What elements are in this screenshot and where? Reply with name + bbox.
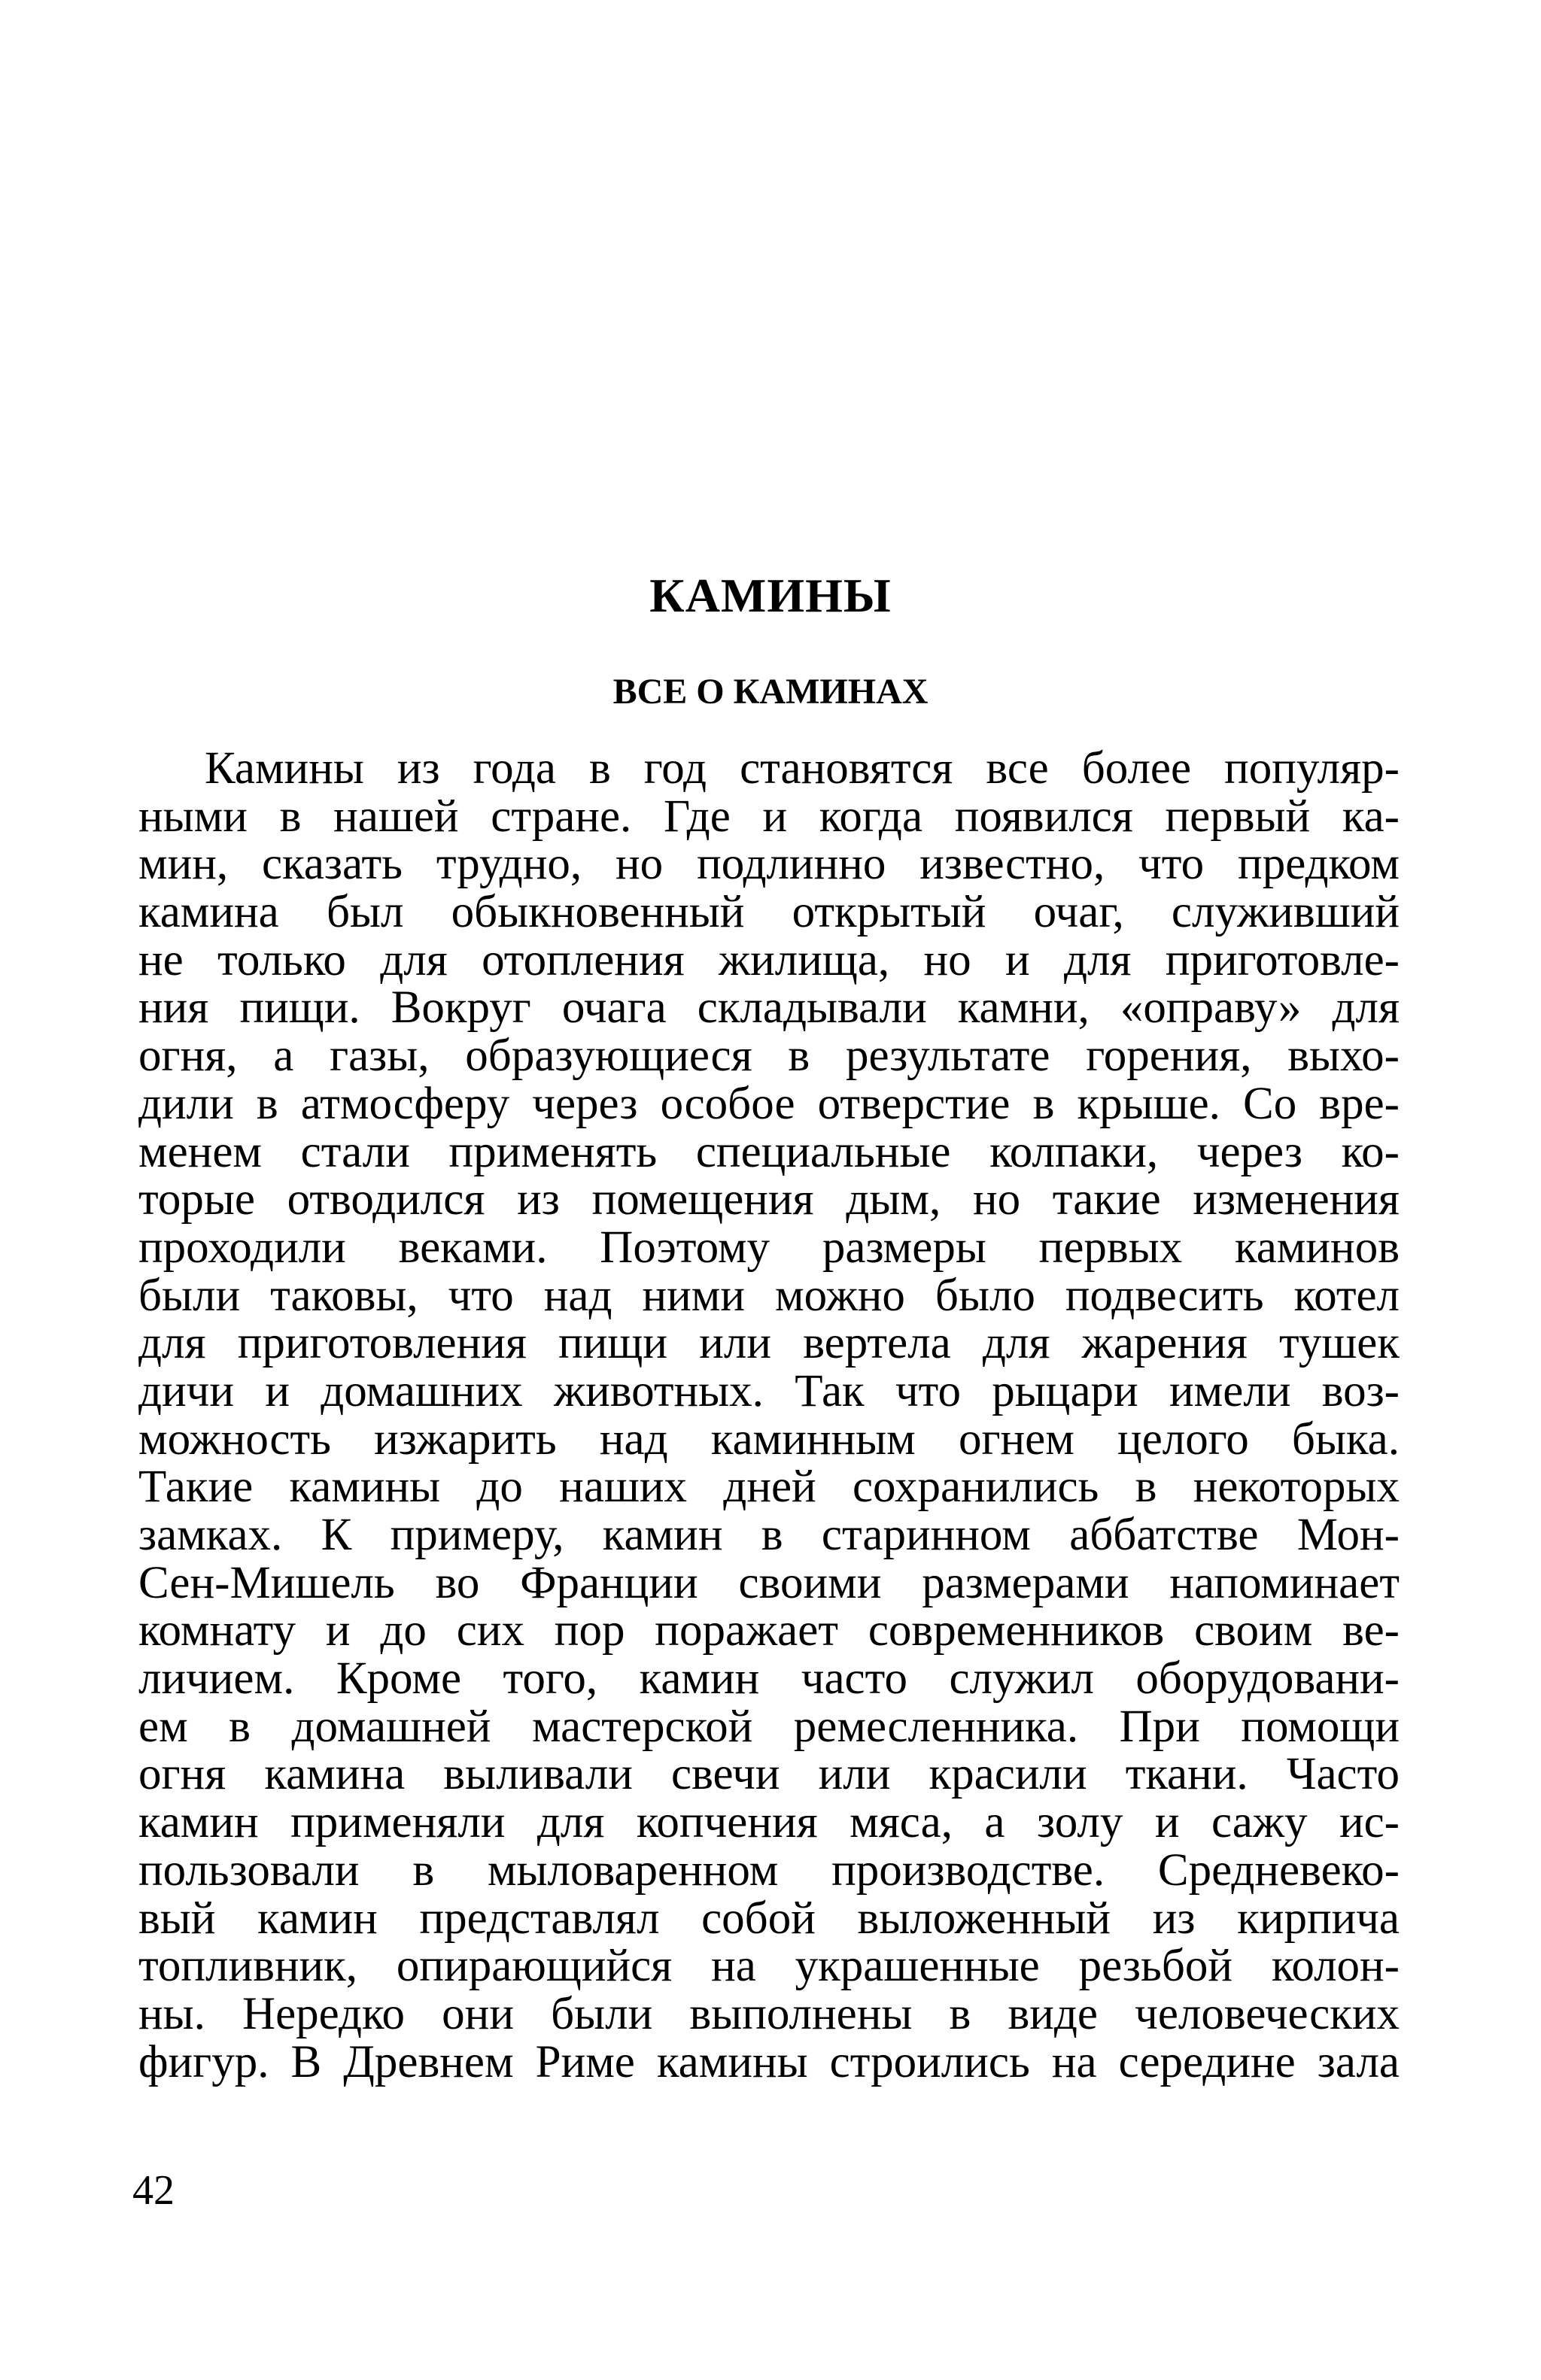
text-line: вый камин представлял собой выложенный из кирпича <box>138 1893 1400 1944</box>
section-title: ВСЕ О КАМИНАХ <box>612 672 929 712</box>
text-line: менем стали применять специальные колпаки, через ко- <box>138 1126 1400 1177</box>
page-number: 42 <box>132 2167 175 2214</box>
body-paragraph <box>138 745 1400 2086</box>
text-line: ем в домашней мастерской ремесленника. При помощи <box>138 1701 1400 1752</box>
text-line: мин, сказать трудно, но подлинно известно, что предком <box>138 839 1400 890</box>
text-line: проходили веками. Поэтому размеры первых каминов <box>138 1222 1400 1273</box>
text-line: личием. Кроме того, камин часто служил оборудовани- <box>138 1653 1400 1705</box>
text-line: камина был обыкновенный открытый очаг, служивший <box>138 887 1400 938</box>
text-line: огня, а газы, образующиеся в результате горения, выхо- <box>138 1031 1400 1082</box>
text-line: Камины из года в год становятся все более популяр- <box>205 743 1400 794</box>
text-line: фигур. В Древнем Риме камины строились на середине зала <box>138 2036 1400 2087</box>
text-line: дили в атмосферу через особое отверстие в крыше. Со вре- <box>138 1078 1400 1129</box>
text-line: ны. Нередко они были выполнены в виде человеческих <box>138 1988 1400 2039</box>
text-line: были таковы, что над ними можно было подвесить котел <box>138 1270 1400 1321</box>
text-line: огня камина выливали свечи или красили ткани. Часто <box>138 1749 1400 1800</box>
text-line: Сен-Мишель во Франции своими размерами напоминает <box>138 1557 1400 1608</box>
text-line: ными в нашей стране. Где и когда появился первый ка- <box>138 791 1400 842</box>
text-line: дичи и домашних животных. Так что рыцари имели воз- <box>138 1365 1400 1416</box>
text-line: пользовали в мыловаренном производстве. Средневеко- <box>138 1844 1400 1896</box>
text-line: Такие камины до наших дней сохранились в некоторых <box>138 1462 1400 1513</box>
text-line: можность изжарить над каминным огнем целого быка. <box>138 1413 1400 1465</box>
text-line: топливник, опирающийся на украшенные резьбой колон- <box>138 1941 1400 1992</box>
text-line: камин применяли для копчения мяса, а золу и сажу ис- <box>138 1797 1400 1848</box>
text-line: комнату и до сих пор поражает современников своим ве- <box>138 1605 1400 1656</box>
text-line: торые отводился из помещения дым, но такие изменения <box>138 1174 1400 1225</box>
text-line: замках. К примеру, камин в старинном аббатстве Мон- <box>138 1510 1400 1560</box>
text-line: не только для отопления жилища, но и для приготовле- <box>138 934 1400 985</box>
chapter-title: КАМИНЫ <box>649 569 892 622</box>
text-line: для приготовления пищи или вертела для жарения тушек <box>138 1318 1400 1369</box>
text-line: ния пищи. Вокруг очага складывали камни, «оправу» для <box>138 982 1400 1034</box>
